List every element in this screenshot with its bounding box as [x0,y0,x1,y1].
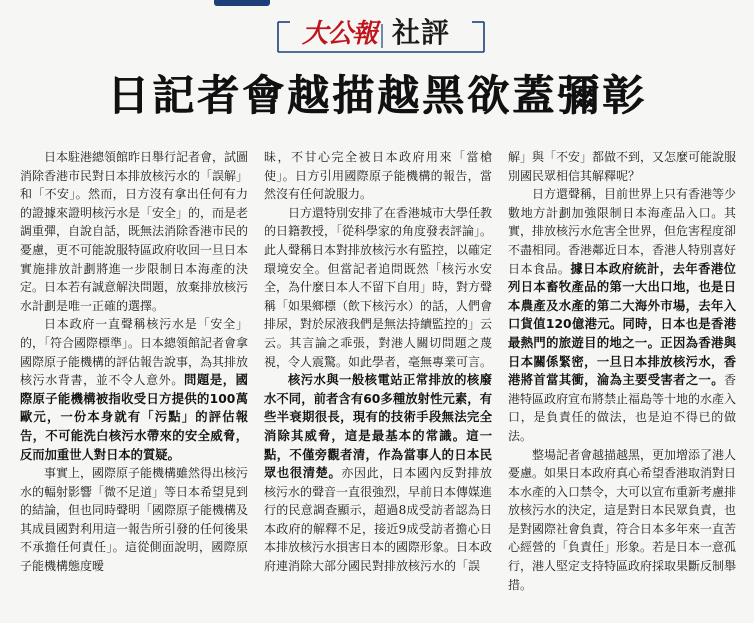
article-paragraph [264,148,492,204]
article-paragraph [508,446,736,595]
article-paragraph [508,148,736,185]
article-body [20,148,740,614]
masthead [276,14,486,54]
bold-text-run: 問題是，國際原子能機構被指收受日方提供的100萬歐元，一份本身就有「污點」的評估報告，不可能洗白核污水帶來的安全威脅，反而加重世人對日本的質疑。 [20,373,248,462]
article-paragraph [20,148,248,315]
article-paragraph [20,464,248,576]
text-run: 日方還聲稱，目前世界上只有香港等少數地方計劃加強限制日本海產品入口。其實，排放核污水危害全世界，但危害程度卻不盡相同。香港鄰近日本，香港人特別喜好日本食品。 [508,187,736,276]
article-column-2 [264,148,492,614]
article-paragraph [20,315,248,464]
article-paragraph [264,371,492,576]
bold-text-run: 核污水與一般核電站正常排放的核廢水不同，前者含有60多種放射性元素，有些半衰期很長，現有的技術手段無法完全消除其威脅，這是最基本的常識。這一點，不僅旁觀者清，作為當事人的日本民眾也很清楚。 [264,373,492,481]
article-column-1 [20,148,248,614]
text-run: 亦因此，日本國內反對排放核污水的聲音一直很強烈，早前日本傳媒進行的民意調查顯示，超過8成受訪者認為日本政府的解釋不足，接近9成受訪者擔心日本排放核污水損害日本的國際形象。日本政府連消除大部分國民對排放核污水的「誤 [264,466,492,574]
text-run: 日本駐港總領館昨日舉行記者會，試圖消除香港市民對日本排放核污水的「誤解」和「不安」。然而，日方沒有拿出任何有力的證據來證明核污水是「安全」的，而是老調重彈，自說自話，既無法消除香港市民的憂慮，更不可能說服特區政府收回一旦日本實施排放計劃將進一步限制日本海產的決定。日本若有誠意解決問題，放棄排放核污水計劃是唯一正確的選擇。 [20,150,248,313]
top-tab-decoration [214,0,270,6]
article-headline: 日記者會越描越黑欲蓋彌彰 [106,71,647,120]
article-paragraph [264,204,492,371]
article-paragraph [508,185,736,445]
article-column-3 [508,148,736,614]
masthead-section-title: 社評 [392,16,451,49]
text-run: 解」與「不安」都做不到，又怎麼可能說服別國民眾相信其解釋呢？ [508,150,736,183]
masthead-brand-logo: 大公報 [302,19,378,49]
text-run: 事實上，國際原子能機構雖然得出核污水的輻射影響「微不足道」等日本希望見到的結論，但也同時聲明「國際原子能機構及其成員國對利用這一報告所引發的任何後果不承擔任何責任」。這從側面說明，國際原子能機構態度曖 [20,466,248,574]
text-run: 日方還特別安排了在香港城市大學任教的日籍教授，「從科學家的角度發表評論」。此人聲稱日本對排放核污水有監控，以確定環境安全。但當記者追問既然「核污水安全，為什麼日本人不留下自用」時，對方聲稱「如果鄉標（飲下核污水）的話，人們會排尿，對於尿液我們是無法持續監控的」云云。其言論之乖張，對港人關切問題之蔑視，令人震驚。如此學者，毫無專業可言。 [264,205,492,369]
text-run: 整場記者會越描越黑，更加增添了港人憂慮。如果日本政府真心希望香港取消對日本水產的入口禁令，大可以宣布重新考慮排放核污水的決定，這是對日本民眾負責，也是對國際社會負責，符合日本多年來一直苦心經營的「負責任」形象。若是日本一意孤行，港人堅定支持特區政府採取果斷反制舉措。 [508,447,736,592]
text-run: 日本政府一直聲稱核污水是「安全」的，「符合國際標準」。日本總領館記者會拿國際原子能機構的評估報告說事，為其排放核污水背書，並不令人意外。 [20,317,248,388]
text-run: 香港特區政府宣布將禁止福島等十地的水產入口，是負責任的做法，也是迫不得已的做法。 [508,373,736,443]
bold-text-run: 據日本政府統計，去年香港位列日本畜牧產品的第一大出口地，也是日本農產及水產的第二大海外市場，去年入口貨值120億港元。同時，日本也是香港最熱門的旅遊目的地之一。正因為香港與日本關係緊密，一旦日本排放核污水，香港將首當其衝，淪為主要受害者之一。 [508,261,736,388]
text-run: 昧，不甘心完全被日本政府用來「當槍使」。日方引用國際原子能機構的報告，當然沒有任何說服力。 [264,150,492,202]
